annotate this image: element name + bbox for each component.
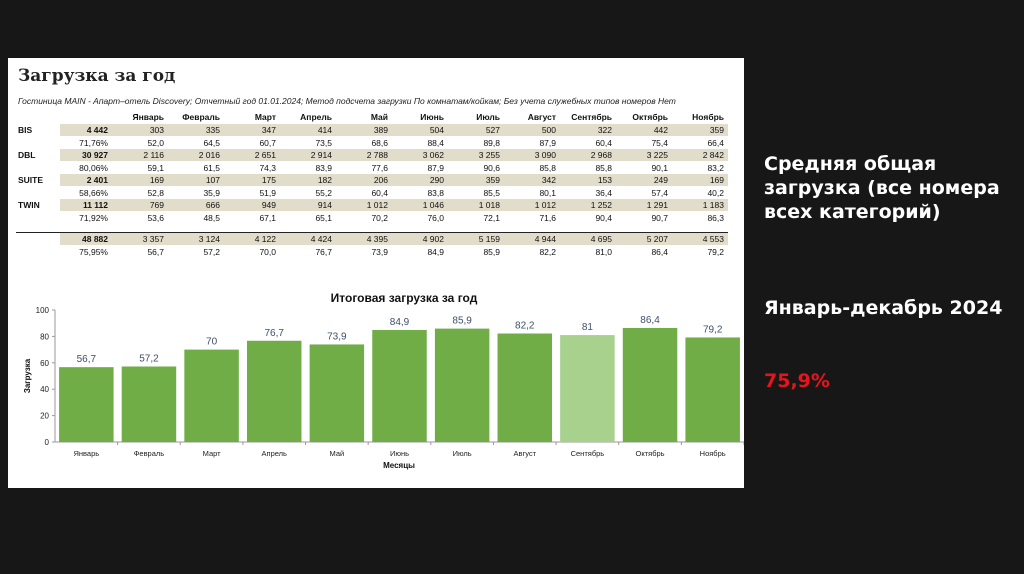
room-nights-cell: 169 [672, 174, 728, 187]
category-total: 48 882 [60, 233, 112, 246]
occupancy-pct-cell: 40,2 [707, 188, 724, 198]
occupancy-pct-cell: 59,1 [147, 163, 164, 173]
bar [122, 366, 176, 442]
occupancy-pct-cell: 79,2 [707, 247, 724, 257]
bar [560, 335, 614, 442]
occupancy-pct-cell: 60,4 [595, 138, 612, 148]
room-nights-cell: 1 291 [616, 199, 672, 212]
y-tick-label: 0 [44, 438, 49, 447]
room-nights-cell: 290 [392, 174, 448, 187]
occupancy-pct-cell: 81,0 [595, 247, 612, 257]
room-nights-cell: 442 [616, 124, 672, 137]
month-header: Июнь [420, 111, 444, 122]
y-tick-label: 20 [40, 411, 49, 421]
occupancy-pct-cell: 55,2 [315, 188, 332, 198]
month-header: Ноябрь [692, 111, 724, 122]
month-header: Сентябрь [571, 111, 612, 122]
room-nights-cell: 169 [112, 174, 168, 187]
bar-value-label: 84,9 [389, 316, 410, 328]
occupancy-pct-cell: 68,6 [371, 138, 388, 148]
occupancy-pct-cell: 60,4 [371, 188, 388, 198]
room-nights-cell: 2 914 [280, 149, 336, 162]
occupancy-pct-cell: 66,4 [707, 138, 724, 148]
bar [247, 341, 301, 442]
x-tick-label: Март [202, 449, 221, 458]
x-tick-label: Февраль [133, 449, 165, 458]
room-nights-cell: 3 255 [448, 149, 504, 162]
spacer-cell [16, 224, 728, 233]
x-tick-label: Сентябрь [570, 449, 605, 458]
room-nights-cell: 3 357 [112, 233, 168, 246]
room-nights-cell: 107 [168, 174, 224, 187]
occupancy-pct-cell: 85,5 [483, 188, 500, 198]
occupancy-pct-cell: 86,4 [651, 247, 668, 257]
table-row [16, 162, 728, 175]
category-total-pct: 80,06% [79, 163, 108, 173]
x-tick-label: Июль [452, 449, 472, 458]
occupancy-pct-cell: 52,0 [147, 138, 164, 148]
room-nights-cell: 153 [560, 174, 616, 187]
room-nights-cell: 5 159 [448, 233, 504, 246]
occupancy-pct-cell: 57,4 [651, 188, 668, 198]
occupancy-pct-cell: 70,2 [371, 213, 388, 223]
room-nights-cell: 527 [448, 124, 504, 137]
x-tick-label: Май [329, 449, 345, 458]
occupancy-pct-cell: 67,1 [259, 213, 276, 223]
occupancy-pct-cell: 52,8 [147, 188, 164, 198]
room-nights-cell: 2 116 [112, 149, 168, 162]
header-blank [16, 109, 60, 124]
y-tick-label: 80 [40, 332, 49, 342]
room-nights-cell: 303 [112, 124, 168, 137]
category-total-pct: 58,66% [79, 188, 108, 198]
y-tick-label: 60 [40, 358, 49, 368]
occupancy-pct-cell: 75,4 [651, 138, 668, 148]
side-period: Январь-декабрь 2024 [764, 297, 1003, 319]
room-nights-cell: 4 395 [336, 233, 392, 246]
bar [623, 328, 677, 442]
row-blank [16, 187, 60, 200]
room-nights-cell: 4 695 [560, 233, 616, 246]
occupancy-pct-cell: 83,2 [707, 163, 724, 173]
y-axis-title: Загрузка [23, 358, 32, 394]
room-nights-cell: 4 122 [224, 233, 280, 246]
side-heading: Средняя общая загрузка (все номера всех категорий) [764, 153, 1000, 223]
table-header-row [16, 109, 728, 124]
bar [498, 333, 552, 442]
occupancy-pct-cell: 90,1 [651, 163, 668, 173]
bar-value-label: 73,9 [327, 331, 347, 343]
month-header: Февраль [182, 111, 220, 122]
occupancy-pct-cell: 53,6 [147, 213, 164, 223]
y-tick-label: 100 [35, 306, 49, 315]
row-blank [16, 137, 60, 150]
room-nights-cell: 1 012 [336, 199, 392, 212]
bar-value-label: 79,2 [702, 324, 723, 336]
x-tick-label: Ноябрь [699, 449, 726, 458]
report-panel [8, 58, 744, 488]
x-tick-label: Октябрь [635, 449, 665, 458]
occupancy-pct-cell: 35,9 [203, 188, 220, 198]
month-header: Апрель [300, 111, 332, 122]
month-header: Июль [476, 111, 500, 122]
category-name: TWIN [18, 200, 40, 211]
occupancy-pct-cell: 82,2 [539, 247, 556, 257]
room-nights-cell: 359 [448, 174, 504, 187]
room-nights-cell: 914 [280, 199, 336, 212]
occupancy-pct-cell: 70,0 [259, 247, 276, 257]
report-subtitle: Гостиница MAIN - Апарт–отель Discovery; Отчетный год 01.01.2024; Метод подсчета загрузки По комнатам/койкам; Без учета служебных типов номеров Нет [18, 96, 676, 106]
header-blank [60, 109, 112, 124]
category-name: DBL [18, 150, 36, 161]
bar-value-label: 86,4 [640, 314, 660, 326]
row-blank [16, 246, 60, 259]
occupancy-table [16, 109, 728, 258]
occupancy-pct-cell: 71,6 [539, 213, 556, 223]
room-nights-cell: 335 [168, 124, 224, 137]
occupancy-pct-cell: 76,0 [427, 213, 444, 223]
row-blank [16, 162, 60, 175]
occupancy-pct-cell: 51,9 [259, 188, 276, 198]
occupancy-pct-cell: 73,5 [315, 138, 332, 148]
occupancy-bar-chart [8, 286, 744, 488]
month-header: Май [370, 111, 388, 122]
table-row [16, 149, 728, 162]
occupancy-pct-cell: 72,1 [483, 213, 500, 223]
bar-value-label: 81 [581, 322, 593, 334]
bar [310, 344, 364, 442]
room-nights-cell: 4 424 [280, 233, 336, 246]
room-nights-cell: 3 225 [616, 149, 672, 162]
bar-value-label: 70 [206, 336, 218, 348]
occupancy-pct-cell: 73,9 [371, 247, 388, 257]
occupancy-pct-cell: 77,6 [371, 163, 388, 173]
month-header: Январь [132, 111, 164, 122]
x-tick-label: Июнь [389, 449, 410, 458]
category-name: BIS [18, 125, 33, 136]
room-nights-cell: 949 [224, 199, 280, 212]
occupancy-pct-cell: 36,4 [595, 188, 612, 198]
room-nights-cell: 1 012 [504, 199, 560, 212]
table-row [16, 124, 728, 137]
room-nights-cell: 347 [224, 124, 280, 137]
row-spacer [16, 224, 728, 233]
room-nights-cell: 359 [672, 124, 728, 137]
month-header: Март [254, 111, 276, 122]
x-axis-title: Месяцы [383, 461, 415, 470]
room-nights-cell: 2 842 [672, 149, 728, 162]
table-row [16, 137, 728, 150]
room-nights-cell: 206 [336, 174, 392, 187]
room-nights-cell: 249 [616, 174, 672, 187]
room-nights-cell: 4 944 [504, 233, 560, 246]
room-nights-cell: 414 [280, 124, 336, 137]
room-nights-cell: 769 [112, 199, 168, 212]
bar-value-label: 56,7 [76, 354, 97, 366]
occupancy-pct-cell: 56,7 [147, 247, 164, 257]
room-nights-cell: 3 124 [168, 233, 224, 246]
table-row [16, 212, 728, 225]
category-total: 11 112 [60, 199, 112, 212]
occupancy-pct-cell: 65,1 [315, 213, 332, 223]
room-nights-cell: 2 788 [336, 149, 392, 162]
table-row [16, 174, 728, 187]
category-total-pct: 71,92% [79, 213, 108, 223]
category-total-pct: 71,76% [79, 138, 108, 148]
report-title: Загрузка за год [18, 66, 176, 86]
room-nights-cell: 3 090 [504, 149, 560, 162]
bar-value-label: 82,2 [515, 320, 535, 332]
occupancy-pct-cell: 83,8 [427, 188, 444, 198]
occupancy-pct-cell: 85,8 [539, 163, 556, 173]
bar [435, 329, 489, 442]
room-nights-cell: 2 651 [224, 149, 280, 162]
occupancy-pct-cell: 90,7 [651, 213, 668, 223]
room-nights-cell: 389 [336, 124, 392, 137]
room-nights-cell: 4 902 [392, 233, 448, 246]
category-total: 4 442 [60, 124, 112, 137]
bar [184, 350, 238, 442]
occupancy-pct-cell: 84,9 [427, 247, 444, 257]
table-row [16, 246, 728, 259]
occupancy-pct-cell: 74,3 [259, 163, 276, 173]
room-nights-cell: 175 [224, 174, 280, 187]
side-value: 75,9% [764, 370, 830, 392]
category-name [16, 233, 60, 246]
occupancy-pct-cell: 57,2 [203, 247, 220, 257]
month-header: Август [527, 111, 556, 122]
room-nights-cell: 504 [392, 124, 448, 137]
occupancy-pct-cell: 90,6 [483, 163, 500, 173]
occupancy-pct-cell: 60,7 [259, 138, 276, 148]
category-total: 2 401 [60, 174, 112, 187]
room-nights-cell: 4 553 [672, 233, 728, 246]
occupancy-pct-cell: 88,4 [427, 138, 444, 148]
x-tick-label: Январь [73, 449, 100, 458]
room-nights-cell: 322 [560, 124, 616, 137]
category-name: SUITE [18, 175, 44, 186]
room-nights-cell: 666 [168, 199, 224, 212]
table-row [16, 233, 728, 246]
occupancy-pct-cell: 86,3 [707, 213, 724, 223]
occupancy-pct-cell: 80,1 [539, 188, 556, 198]
table-row [16, 187, 728, 200]
occupancy-pct-cell: 90,4 [595, 213, 612, 223]
occupancy-pct-cell: 89,8 [483, 138, 500, 148]
chart-title: Итоговая загрузка за год [330, 291, 478, 305]
occupancy-pct-cell: 85,9 [483, 247, 500, 257]
bar-value-label: 57,2 [139, 353, 159, 365]
room-nights-cell: 1 252 [560, 199, 616, 212]
occupancy-pct-cell: 85,8 [595, 163, 612, 173]
room-nights-cell: 3 062 [392, 149, 448, 162]
table-row [16, 199, 728, 212]
y-tick-label: 40 [40, 385, 49, 395]
bar-value-label: 76,7 [264, 327, 284, 339]
room-nights-cell: 2 968 [560, 149, 616, 162]
room-nights-cell: 5 207 [616, 233, 672, 246]
occupancy-pct-cell: 87,9 [539, 138, 556, 148]
row-blank [16, 212, 60, 225]
occupancy-pct-cell: 48,5 [203, 213, 220, 223]
room-nights-cell: 342 [504, 174, 560, 187]
bar [685, 337, 739, 442]
occupancy-pct-cell: 76,7 [315, 247, 332, 257]
room-nights-cell: 182 [280, 174, 336, 187]
room-nights-cell: 1 018 [448, 199, 504, 212]
x-tick-label: Август [513, 449, 537, 458]
category-total-pct: 75,95% [79, 247, 108, 257]
occupancy-pct-cell: 83,9 [315, 163, 332, 173]
bar [372, 330, 426, 442]
bar [59, 367, 113, 442]
bar-value-label: 85,9 [452, 315, 472, 327]
room-nights-cell: 500 [504, 124, 560, 137]
occupancy-pct-cell: 64,5 [203, 138, 220, 148]
month-header: Октябрь [632, 111, 668, 122]
room-nights-cell: 1 183 [672, 199, 728, 212]
x-tick-label: Апрель [261, 449, 287, 458]
occupancy-pct-cell: 87,9 [427, 163, 444, 173]
room-nights-cell: 1 046 [392, 199, 448, 212]
occupancy-pct-cell: 61,5 [203, 163, 220, 173]
category-total: 30 927 [60, 149, 112, 162]
room-nights-cell: 2 016 [168, 149, 224, 162]
